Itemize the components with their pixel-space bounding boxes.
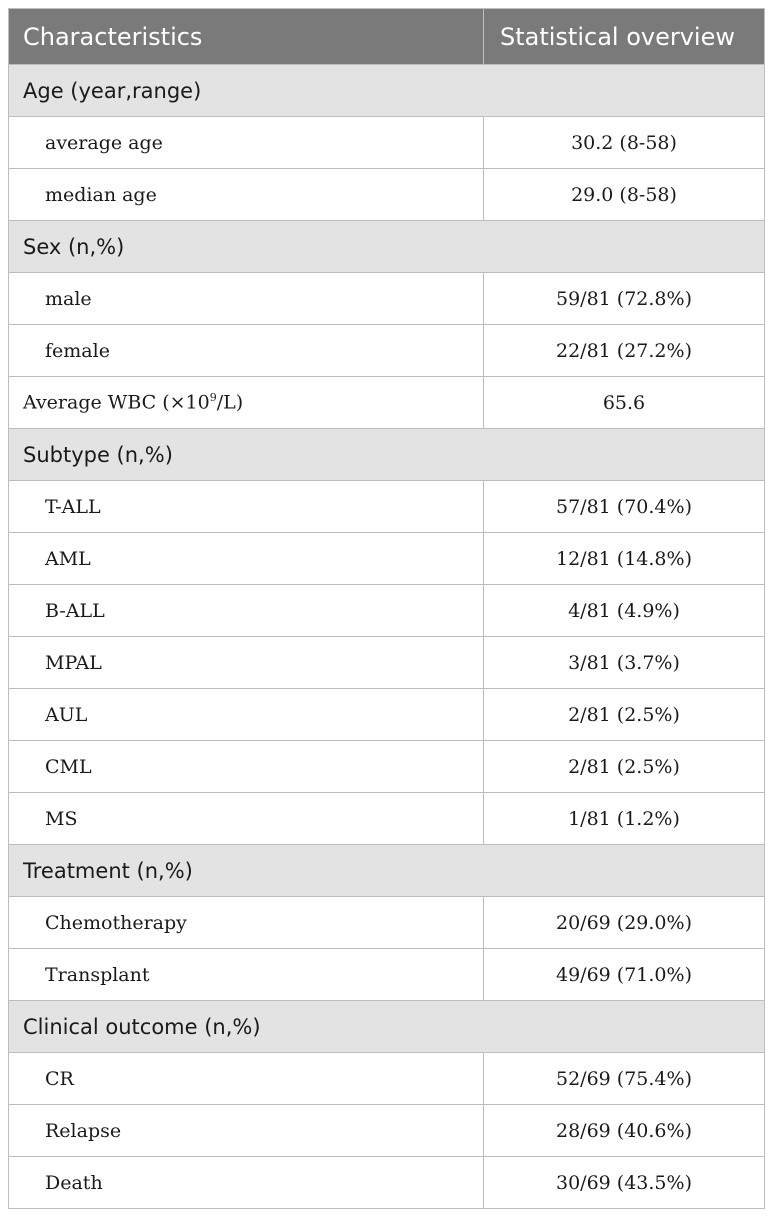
header-statistical-overview: Statistical overview	[484, 9, 765, 65]
section-title: Sex (n,%)	[9, 221, 765, 273]
row-label: CR	[9, 1053, 484, 1105]
table-row	[9, 481, 765, 533]
row-value: 30/69 (43.5%)	[484, 1157, 765, 1209]
row-value: 59/81 (72.8%)	[484, 273, 765, 325]
row-label: Chemotherapy	[9, 897, 484, 949]
row-label: MPAL	[9, 637, 484, 689]
row-value: 29.0 (8-58)	[484, 169, 765, 221]
table-row	[9, 689, 765, 741]
table-row	[9, 325, 765, 377]
section-title: Subtype (n,%)	[9, 429, 765, 481]
header-characteristics: Characteristics	[9, 9, 484, 65]
section-row-clinical-outcome	[9, 1001, 765, 1053]
row-label: male	[9, 273, 484, 325]
table-row	[9, 637, 765, 689]
wbc-label-exponent: 9	[209, 391, 217, 405]
row-value: 52/69 (75.4%)	[484, 1053, 765, 1105]
row-value: 49/69 (71.0%)	[484, 949, 765, 1001]
section-row-treatment	[9, 845, 765, 897]
row-value: 2/81 (2.5%)	[484, 741, 765, 793]
row-label: AML	[9, 533, 484, 585]
table-row	[9, 1105, 765, 1157]
row-label: CML	[9, 741, 484, 793]
section-title: Age (year,range)	[9, 65, 765, 117]
table-row	[9, 585, 765, 637]
table-row	[9, 741, 765, 793]
row-value: 30.2 (8-58)	[484, 117, 765, 169]
row-value: 2/81 (2.5%)	[484, 689, 765, 741]
row-value: 20/69 (29.0%)	[484, 897, 765, 949]
wbc-value: 65.6	[484, 377, 765, 429]
table-header-row	[9, 9, 765, 65]
row-value: 1/81 (1.2%)	[484, 793, 765, 845]
section-title: Treatment (n,%)	[9, 845, 765, 897]
row-value: 4/81 (4.9%)	[484, 585, 765, 637]
row-value: 28/69 (40.6%)	[484, 1105, 765, 1157]
row-value: 12/81 (14.8%)	[484, 533, 765, 585]
row-label: median age	[9, 169, 484, 221]
table-row	[9, 949, 765, 1001]
row-label: average age	[9, 117, 484, 169]
table-row	[9, 117, 765, 169]
section-row-age	[9, 65, 765, 117]
section-title: Clinical outcome (n,%)	[9, 1001, 765, 1053]
table-row	[9, 897, 765, 949]
row-label: AUL	[9, 689, 484, 741]
row-value: 3/81 (3.7%)	[484, 637, 765, 689]
table-row	[9, 533, 765, 585]
row-label: Death	[9, 1157, 484, 1209]
row-label: Transplant	[9, 949, 484, 1001]
wbc-label-suffix: /L)	[216, 391, 244, 414]
table-row	[9, 169, 765, 221]
table-row	[9, 1157, 765, 1209]
section-row-subtype	[9, 429, 765, 481]
row-value: 57/81 (70.4%)	[484, 481, 765, 533]
row-label: MS	[9, 793, 484, 845]
table-row	[9, 1053, 765, 1105]
section-row-sex	[9, 221, 765, 273]
table-row-wbc	[9, 377, 765, 429]
row-label: Relapse	[9, 1105, 484, 1157]
wbc-label	[9, 377, 484, 429]
row-label: B-ALL	[9, 585, 484, 637]
row-value: 22/81 (27.2%)	[484, 325, 765, 377]
table-row	[9, 793, 765, 845]
row-label: T-ALL	[9, 481, 484, 533]
row-label: female	[9, 325, 484, 377]
characteristics-table	[8, 8, 765, 1209]
wbc-label-prefix: Average WBC (×10	[23, 391, 210, 414]
table-row	[9, 273, 765, 325]
